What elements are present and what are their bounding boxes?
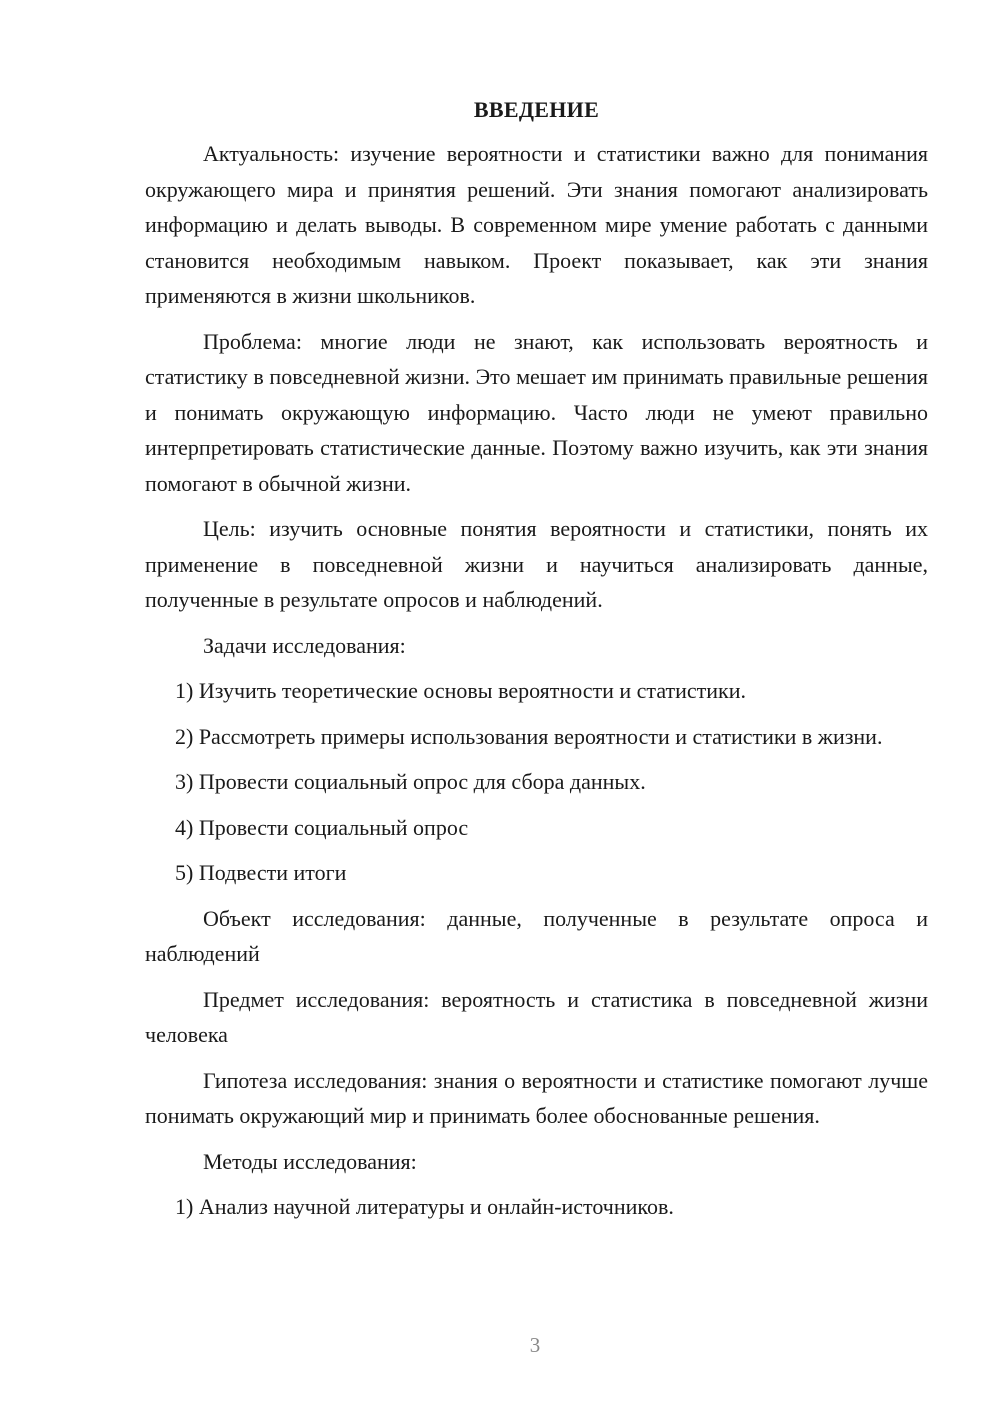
task-item-3: 3) Провести социальный опрос для сбора данных. xyxy=(175,769,646,794)
tasks-label: Задачи исследования: xyxy=(203,632,406,658)
task-item-5: 5) Подвести итоги xyxy=(175,860,347,885)
task-item-2: 2) Рассмотреть примеры использования вероятности и статистики в жизни. xyxy=(175,723,883,749)
hypothesis-paragraph: Гипотеза исследования: знания о вероятности и статистике помогают лучше понимать окружающий мир и принимать более обоснованные решения. xyxy=(145,1067,928,1128)
task-item-4: 4) Провести социальный опрос xyxy=(175,814,469,840)
problem-paragraph: Проблема: многие люди не знают, как использовать вероятность и статистику в повседневной жизни. Это мешает им принимать правильные решения и понимать окружающую информацию. Часто люди не умеют правильно интерпретировать статистические данные. Поэтому важно изучить, как эти знания помогают в обычной жизни. xyxy=(145,328,928,496)
methods-label: Методы исследования: xyxy=(203,1148,417,1174)
section-heading: ВВЕДЕНИЕ xyxy=(473,97,600,122)
subject-paragraph: Предмет исследования: вероятность и статистика в повседневной жизни человека xyxy=(145,986,928,1047)
relevance-paragraph: Актуальность: изучение вероятности и статистики важно для понимания окружающего мира и принятия решений. Эти знания помогают анализировать информацию и делать выводы. В современном мире умение работать с данными становится необходимым навыком. Проект показывает, как эти знания применяются в жизни школьников. xyxy=(145,141,928,308)
goal-paragraph: Цель: изучить основные понятия вероятности и статистики, понять их применение в повседневной жизни и научиться анализировать данные, полученные в результате опросов и наблюдений. xyxy=(145,516,928,612)
document-page xyxy=(145,94,928,1235)
task-item-1: 1) Изучить теоретические основы вероятности и статистики. xyxy=(175,678,747,703)
page-number: 3 xyxy=(529,1333,541,1357)
object-paragraph: Объект исследования: данные, полученные в результате опроса и наблюдений xyxy=(145,905,928,966)
method-item-1: 1) Анализ научной литературы и онлайн-источников. xyxy=(175,1194,674,1219)
